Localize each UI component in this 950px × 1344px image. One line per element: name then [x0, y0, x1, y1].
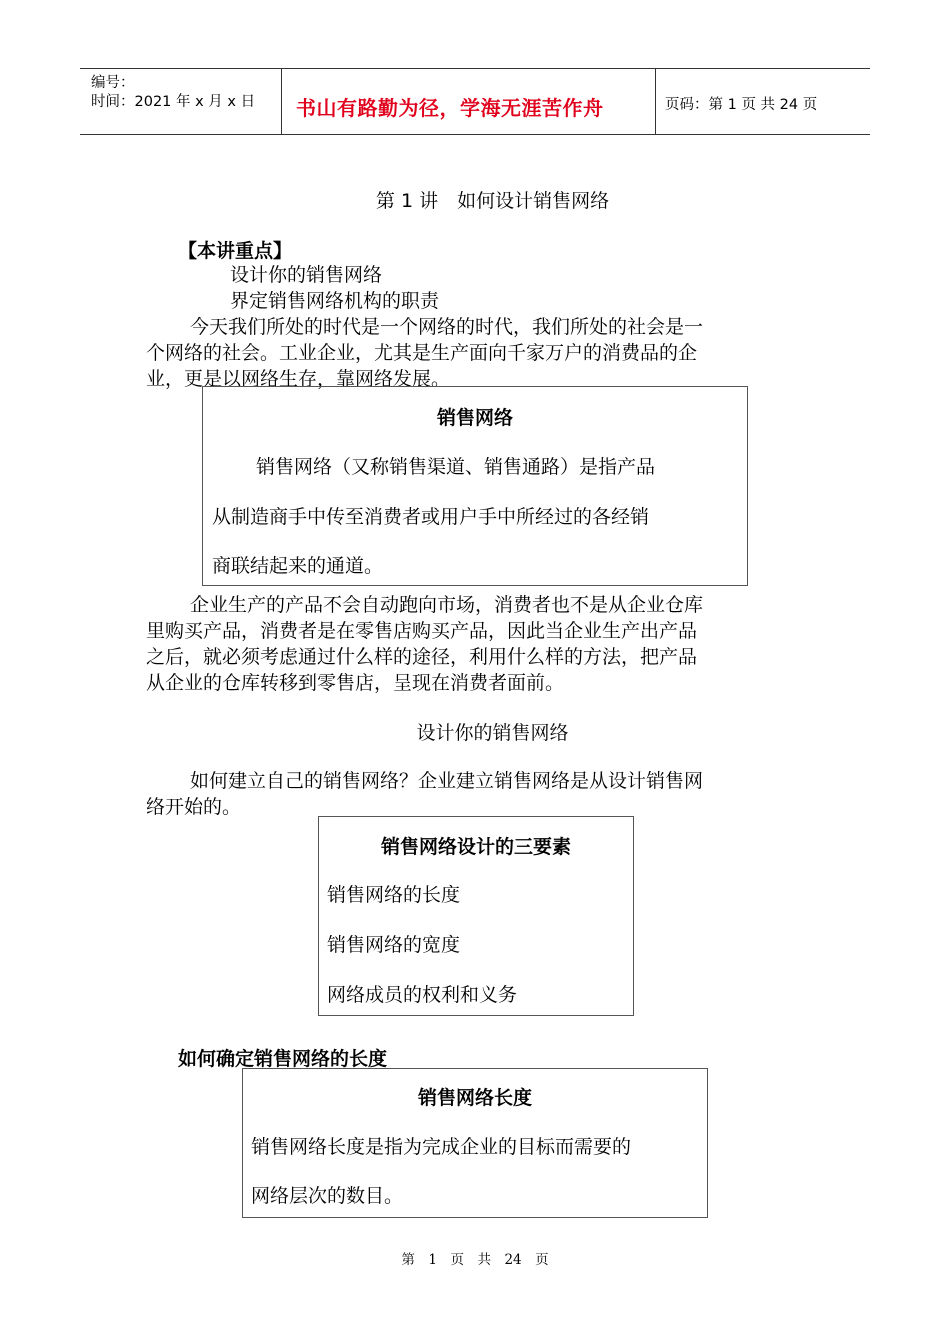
length-box-line: 销售网络长度是指为完成企业的目标而需要的: [251, 1136, 632, 1158]
design-element-item: 销售网络的宽度: [327, 934, 461, 956]
design-element-item: 网络成员的权利和义务: [327, 984, 518, 1006]
key-point-item: 设计你的销售网络: [230, 264, 383, 286]
third-paragraph-line: 如何建立自己的销售网络？企业建立销售网络是从设计销售网: [190, 770, 704, 792]
key-point-item: 界定销售网络机构的职责: [230, 290, 440, 312]
length-box-line: 网络层次的数目。: [251, 1185, 404, 1207]
definition-box-line: 销售网络（又称销售渠道、销售通路）是指产品: [256, 456, 656, 478]
definition-box-line: 商联结起来的通道。: [212, 555, 384, 577]
design-elements-title: 销售网络设计的三要素: [380, 836, 571, 858]
intro-paragraph-line: 今天我们所处的时代是一个网络的时代，我们所处的社会是一: [190, 316, 704, 338]
definition-box-title: 销售网络: [436, 407, 513, 429]
second-paragraph-line: 里购买产品，消费者是在零售店购买产品，因此当企业生产出产品: [146, 620, 698, 642]
second-paragraph-line: 之后，就必须考虑通过什么样的途径，利用什么样的方法，把产品: [146, 646, 698, 668]
header-page-label: 页码：第 1 页 共 24 页: [665, 97, 818, 113]
section-title: 设计你的销售网络: [416, 722, 569, 744]
second-paragraph-line: 从企业的仓库转移到零售店，呈现在消费者面前。: [146, 672, 565, 694]
header-divider-right: [655, 68, 656, 134]
intro-paragraph-line: 个网络的社会。工业企业，尤其是生产面向千家万户的消费品的企: [146, 342, 698, 364]
subsection-title: 如何确定销售网络的长度: [178, 1048, 388, 1070]
intro-paragraph-line: 业，更是以网络生存，靠网络发展。: [146, 368, 451, 390]
second-paragraph-line: 企业生产的产品不会自动跑向市场，消费者也不是从企业仓库: [190, 594, 704, 616]
definition-box-line: 从制造商手中传至消费者或用户手中所经过的各经销: [212, 506, 650, 528]
header-divider-left: [281, 68, 282, 134]
header-time-label: 时间：2021 年 x 月 x 日: [91, 94, 256, 110]
third-paragraph-line: 络开始的。: [146, 796, 242, 818]
lecture-title: 第 1 讲 如何设计销售网络: [375, 190, 610, 212]
header-top-rule: [80, 68, 870, 69]
design-element-item: 销售网络的长度: [327, 884, 461, 906]
page-footer: 第 1 页 共 24 页: [401, 1252, 549, 1268]
header-number-label: 编号：: [91, 75, 135, 91]
header-motto: 书山有路勤为径，学海无涯苦作舟: [296, 96, 604, 120]
header-bottom-rule: [80, 134, 870, 135]
key-points-heading: 【本讲重点】: [178, 240, 293, 262]
length-box-title: 销售网络长度: [417, 1087, 532, 1109]
